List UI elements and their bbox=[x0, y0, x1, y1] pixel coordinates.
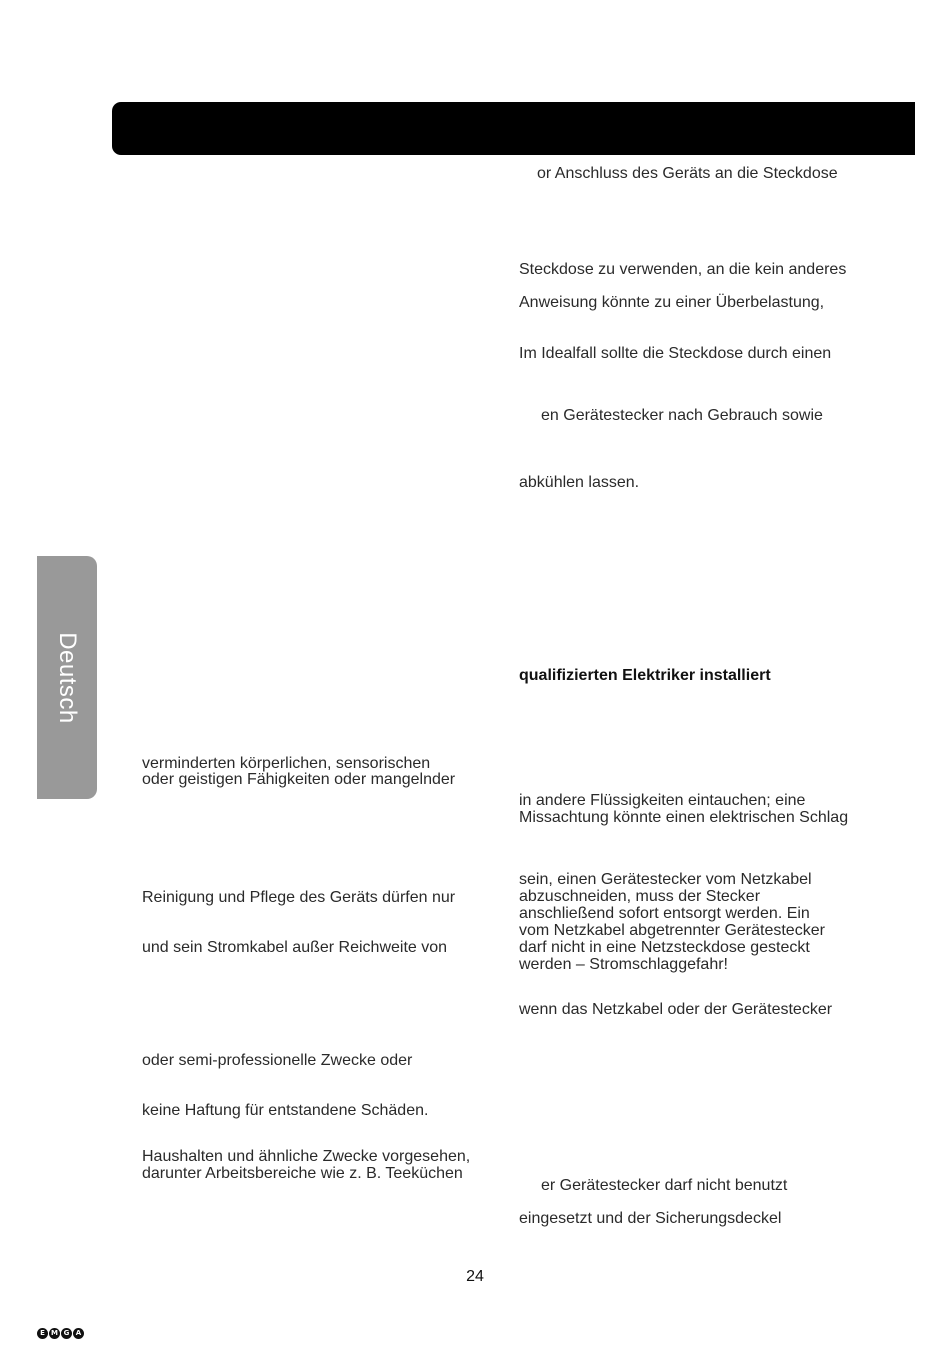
logo-letter: E bbox=[37, 1328, 48, 1339]
right-text-line: eingesetzt und der Sicherungsdeckel bbox=[519, 1210, 782, 1227]
left-text-line: oder geistigen Fähigkeiten oder mangelnder bbox=[142, 771, 456, 788]
left-text-line: Haushalten und ähnliche Zwecke vorgesehen, bbox=[142, 1148, 471, 1165]
right-text-line: wenn das Netzkabel oder der Gerätestecker bbox=[519, 1001, 833, 1018]
right-text-line: Im Idealfall sollte die Steckdose durch einen bbox=[519, 345, 832, 362]
right-text-line: er Gerätestecker darf nicht benutzt bbox=[541, 1177, 788, 1194]
logo-letter: M bbox=[49, 1328, 60, 1339]
right-text-line: sein, einen Gerätestecker vom Netzkabel bbox=[519, 871, 812, 888]
right-text-line: in andere Flüssigkeiten eintauchen; eine bbox=[519, 792, 806, 809]
left-text-line: Reinigung und Pflege des Geräts dürfen nur bbox=[142, 889, 456, 906]
right-text-line: darf nicht in eine Netzsteckdose gesteckt bbox=[519, 939, 810, 956]
logo-letter: G bbox=[61, 1328, 72, 1339]
left-text-line: oder semi-professionelle Zwecke oder bbox=[142, 1052, 413, 1069]
left-text-line: keine Haftung für entstandene Schäden. bbox=[142, 1102, 429, 1119]
language-label: Deutsch bbox=[54, 631, 81, 724]
logo-letter: A bbox=[73, 1328, 84, 1339]
right-text-line: abkühlen lassen. bbox=[519, 474, 640, 491]
right-text-line-bold: qualifizierten Elektriker installiert bbox=[519, 667, 771, 684]
right-text-line: or Anschluss des Geräts an die Steckdose bbox=[537, 165, 838, 182]
left-text-line: darunter Arbeitsbereiche wie z. B. Teeküchen bbox=[142, 1165, 463, 1182]
brand-logo bbox=[37, 1328, 84, 1339]
right-text-line: anschließend sofort entsorgt werden. Ein bbox=[519, 905, 810, 922]
right-text-line: werden – Stromschlaggefahr! bbox=[519, 956, 728, 973]
right-text-line: Steckdose zu verwenden, an die kein anderes bbox=[519, 261, 847, 278]
left-text-line: verminderten körperlichen, sensorischen bbox=[142, 755, 431, 772]
header-bar bbox=[112, 102, 915, 155]
right-text-line: abzuschneiden, muss der Stecker bbox=[519, 888, 761, 905]
right-text-line: Missachtung könnte einen elektrischen Schlag bbox=[519, 809, 849, 826]
language-side-tab bbox=[37, 556, 97, 799]
page-number: 24 bbox=[466, 1268, 484, 1285]
right-text-line: vom Netzkabel abgetrennter Gerätestecker bbox=[519, 922, 825, 939]
right-text-line: en Gerätestecker nach Gebrauch sowie bbox=[541, 407, 823, 424]
left-text-line: und sein Stromkabel außer Reichweite von bbox=[142, 939, 448, 956]
right-text-line: Anweisung könnte zu einer Überbelastung, bbox=[519, 294, 825, 311]
